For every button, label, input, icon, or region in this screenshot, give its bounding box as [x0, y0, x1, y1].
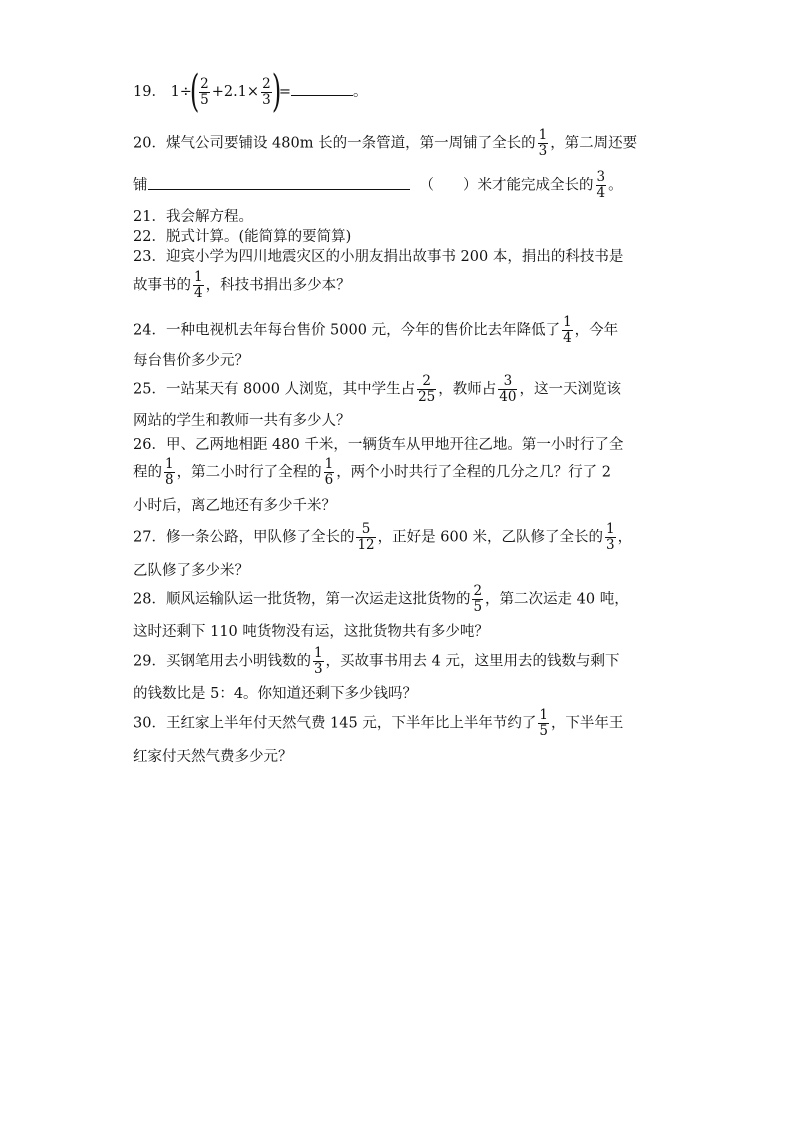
fraction: [472, 584, 483, 615]
denominator: 4: [563, 330, 572, 346]
denominator: 5: [473, 599, 483, 615]
numerator: 1: [563, 314, 572, 330]
fraction: [596, 170, 607, 201]
question-text: ，这一天浏览该: [519, 381, 621, 398]
question-text: ，正好是 600 米，乙队修了全长的: [377, 529, 604, 546]
question-text: 27．修一条公路，甲队修了全长的: [133, 529, 355, 546]
numerator: 2: [200, 75, 209, 92]
question-text: 。: [608, 177, 623, 194]
question-30-line-2: 红家付天然气费多少元？: [133, 749, 293, 765]
numerator: 3: [596, 169, 606, 185]
question-19: [133, 66, 368, 117]
question-text: ，: [617, 529, 633, 546]
numerator: 1: [539, 707, 548, 723]
question-23-line-1: 23．迎宾小学为四川地震灾区的小朋友捐出故事书 200 本，捐出的科技书是: [133, 249, 624, 265]
question-24-line-2: 每台售价多少元？: [133, 353, 249, 369]
denominator: 25: [418, 389, 436, 405]
question-text: ，第二小时行了全程的: [176, 464, 322, 481]
fraction: [417, 374, 436, 405]
question-text: 25．一站某天有 8000 人浏览，其中学生占: [133, 381, 416, 398]
fraction: [199, 77, 210, 108]
question-20-line-2: [133, 170, 623, 201]
question-text: ，下半年王: [550, 715, 624, 732]
left-paren: (: [189, 66, 200, 117]
question-text: 铺: [133, 177, 148, 194]
numerator: 1: [606, 521, 615, 537]
denominator: 4: [596, 185, 606, 201]
numerator: 2: [422, 373, 431, 389]
question-text: ，教师占: [438, 381, 497, 398]
question-text: 故事书的: [133, 277, 191, 294]
question-text: 20．煤气公司要铺设 480m 长的一条管道，第一周铺了全长的: [133, 135, 536, 152]
equals-sign: =: [278, 84, 291, 100]
numerator: 3: [503, 373, 513, 389]
question-text: 28．顺风运输队运一批货物，第一次运走这批货物的: [133, 591, 471, 608]
numerator: 2: [473, 583, 483, 599]
question-25-line-2: 网站的学生和教师一共有多少人？: [133, 413, 351, 429]
question-20-line-1: [133, 128, 637, 159]
fraction: [538, 708, 549, 739]
fraction: [193, 270, 204, 301]
numerator: 1: [194, 269, 203, 285]
fraction: [356, 522, 375, 553]
question-text: ，第二周还要: [550, 135, 638, 152]
numerator: 1: [313, 645, 323, 661]
question-text: ，今年: [574, 322, 619, 339]
fraction: [324, 457, 335, 488]
fraction: [538, 128, 549, 159]
question-text: ，买故事书用去 4 元，这里用去的钱数与剩下: [325, 653, 620, 670]
question-26-line-2: [133, 457, 611, 488]
question-29-line-2: 的钱数比是 5：4。你知道还剩下多少钱吗？: [133, 686, 418, 702]
numerator: 2: [262, 75, 271, 92]
question-text: 24．一种电视机去年每台售价 5000 元，今年的售价比去年降低了: [133, 322, 561, 339]
question-text: 30．王红家上半年付天然气费 145 元，下半年比上半年节约了: [133, 715, 537, 732]
fraction: [261, 77, 272, 108]
question-number: 19．: [133, 84, 166, 100]
denominator: 40: [499, 389, 517, 405]
question-text: ，科技书捐出多少本？: [205, 277, 351, 294]
denominator: 5: [200, 91, 209, 108]
question-text: （ ）米才能完成全长的: [419, 177, 594, 194]
expression-text: 1÷: [170, 84, 192, 100]
question-27-line-1: [133, 522, 632, 553]
question-21: 21．我会解方程。: [133, 209, 253, 225]
question-22: 22．脱式计算。(能简算的要简算): [133, 229, 352, 245]
numerator: 5: [361, 521, 371, 537]
question-text: 29．买钢笔用去小明钱数的: [133, 653, 311, 670]
denominator: 3: [262, 91, 271, 108]
denominator: 12: [357, 537, 375, 553]
denominator: 4: [194, 285, 203, 301]
question-text: 程的: [133, 464, 162, 481]
fraction: [313, 646, 324, 677]
denominator: 8: [165, 472, 174, 488]
fraction: [605, 522, 616, 553]
question-text: ，两个小时共行了全程的几分之几？行了 2: [336, 464, 612, 481]
right-paren: ): [271, 66, 281, 117]
answer-blank[interactable]: [148, 189, 410, 190]
sentence-end: 。: [352, 84, 368, 100]
denominator: 3: [606, 537, 615, 553]
denominator: 3: [538, 143, 548, 159]
question-29-line-1: [133, 646, 620, 677]
denominator: 3: [313, 661, 323, 677]
question-24-line-1: [133, 315, 618, 346]
expression-text: +2.1×: [211, 84, 260, 100]
numerator: 1: [324, 456, 334, 472]
question-25-line-1: [133, 374, 621, 405]
question-26-line-1: 26．甲、乙两地相距 480 千米，一辆货车从甲地开往乙地。第一小时行了全: [133, 437, 624, 453]
question-23-line-2: [133, 270, 351, 301]
denominator: 6: [324, 472, 334, 488]
answer-blank[interactable]: [291, 95, 353, 96]
question-28-line-1: [133, 584, 629, 615]
fraction: [562, 315, 573, 346]
fraction: [164, 457, 175, 488]
question-28-line-2: 这时还剩下 110 吨货物没有运，这批货物共有多少吨？: [133, 624, 489, 640]
numerator: 1: [165, 456, 174, 472]
question-27-line-2: 乙队修了多少米？: [133, 563, 249, 579]
question-30-line-1: [133, 708, 623, 739]
denominator: 5: [539, 723, 548, 739]
question-26-line-3: 小时后，离乙地还有多少千米？: [133, 498, 336, 514]
fraction: [498, 374, 517, 405]
numerator: 1: [538, 127, 548, 143]
question-text: ，第二次运走 40 吨，: [485, 591, 629, 608]
